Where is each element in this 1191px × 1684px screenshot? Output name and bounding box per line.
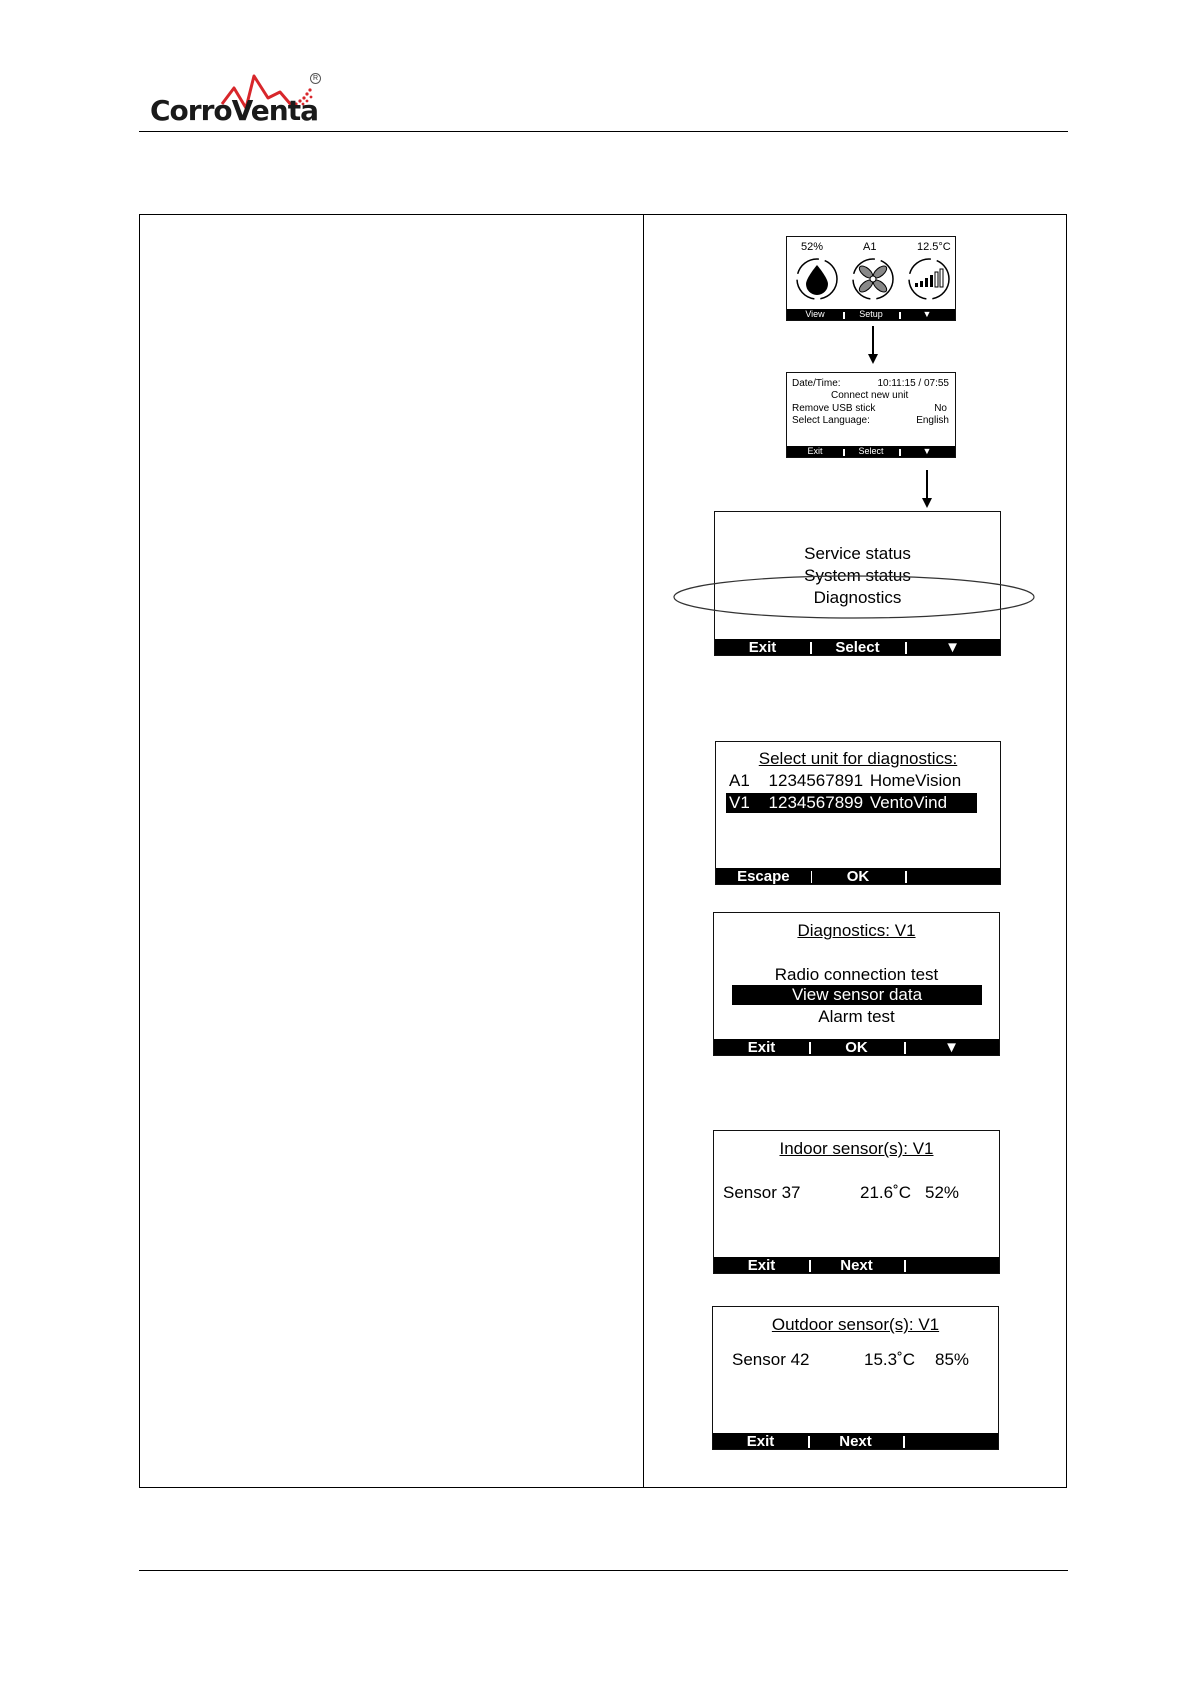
softkey-next[interactable]: Next <box>808 1433 903 1449</box>
date-time-value: 10:11:15 / 07:55 <box>877 378 949 389</box>
corroventa-logo <box>150 68 330 134</box>
sensor-temperature: 21.6˚C <box>860 1183 912 1202</box>
temperature-readout: 12.5°C <box>917 241 951 253</box>
softkey-select[interactable]: Select <box>843 446 899 457</box>
footer-rule <box>139 1570 1068 1571</box>
fan-icon <box>849 257 897 301</box>
unit-serial: 1234567891 <box>768 771 864 790</box>
diagnostics-highlight-ellipse <box>672 574 1036 620</box>
unit-readout: A1 <box>863 241 877 253</box>
softkey-down[interactable]: ▼ <box>899 309 955 320</box>
menu-item-radio-connection-test[interactable]: Radio connection test <box>774 965 939 984</box>
softkey-ok[interactable]: OK <box>809 1039 904 1055</box>
outdoor-softkey-bar <box>713 1433 998 1449</box>
setup-softkey-bar <box>787 446 955 457</box>
lcd-home-screen <box>786 236 956 321</box>
service-softkey-bar <box>715 639 1000 655</box>
menu-item-alarm-test[interactable]: Alarm test <box>818 1007 895 1026</box>
language-label: Select Language: <box>792 415 870 426</box>
unit-id: V1 <box>729 793 750 812</box>
softkey-down[interactable]: ▼ <box>899 446 955 457</box>
language-value: English <box>916 415 949 426</box>
softkey-setup[interactable]: Setup <box>843 309 899 320</box>
signal-strength-icon <box>905 257 953 301</box>
sensor-name: Sensor 37 <box>723 1183 801 1202</box>
menu-item-system-status[interactable]: System status <box>804 566 911 585</box>
softkey-empty[interactable] <box>905 868 1000 884</box>
sensor-name: Sensor 42 <box>732 1350 810 1369</box>
lcd-diagnostics-screen <box>713 912 1000 1056</box>
diagnostics-softkey-bar <box>714 1039 999 1055</box>
home-softkey-bar <box>787 309 955 320</box>
softkey-exit[interactable]: Exit <box>747 1039 776 1056</box>
softkey-exit[interactable]: Exit <box>807 446 823 456</box>
sensor-humidity: 85% <box>935 1350 970 1369</box>
softkey-down[interactable]: ▼ <box>904 1039 999 1055</box>
softkey-exit[interactable]: Exit <box>747 1257 776 1274</box>
unit-name: VentoVind <box>869 793 948 812</box>
lcd-indoor-sensor-screen <box>713 1130 1000 1274</box>
softkey-select[interactable]: Select <box>810 639 905 655</box>
arrow-down-icon <box>921 470 933 508</box>
select-unit-title: Select unit for diagnostics: <box>758 749 958 768</box>
softkey-next[interactable]: Next <box>809 1257 904 1273</box>
unit-name: HomeVision <box>869 771 962 790</box>
lcd-select-unit-screen <box>715 741 1001 885</box>
lcd-outdoor-sensor-screen <box>712 1306 999 1450</box>
connect-new-unit[interactable]: Connect new unit <box>831 390 909 401</box>
sensor-temperature: 15.3˚C <box>864 1350 916 1369</box>
humidity-readout: 52% <box>801 241 824 253</box>
unit-serial: 1234567899 <box>768 793 864 812</box>
menu-item-view-sensor-data-selected[interactable]: View sensor data <box>732 985 982 1005</box>
outdoor-sensor-title: Outdoor sensor(s): V1 <box>771 1315 940 1334</box>
menu-item-service-status[interactable]: Service status <box>804 544 911 563</box>
unit-row-a1[interactable] <box>729 771 983 791</box>
softkey-empty[interactable] <box>904 1257 999 1273</box>
softkey-down[interactable]: ▼ <box>905 639 1000 655</box>
lcd-setup-screen <box>786 372 956 458</box>
date-time-label: Date/Time: <box>792 378 841 389</box>
softkey-ok[interactable]: OK <box>811 868 906 884</box>
logo-wordmark: CorroVenta <box>150 94 318 127</box>
diagnostics-title: Diagnostics: V1 <box>797 921 916 940</box>
unit-id: A1 <box>729 771 750 790</box>
arrow-down-icon <box>867 326 879 364</box>
menu-item-diagnostics[interactable]: Diagnostics <box>813 588 902 607</box>
softkey-escape[interactable]: Escape <box>737 868 790 885</box>
water-drop-icon <box>793 257 841 301</box>
softkey-exit[interactable]: Exit <box>746 1433 775 1450</box>
registered-mark: R <box>310 73 321 84</box>
sensor-humidity: 52% <box>925 1183 960 1202</box>
remove-usb-label: Remove USB stick <box>792 403 876 414</box>
indoor-softkey-bar <box>714 1257 999 1273</box>
softkey-view[interactable]: View <box>805 309 825 319</box>
select-unit-softkey-bar <box>716 868 1000 884</box>
softkey-empty[interactable] <box>903 1433 998 1449</box>
header-rule <box>139 131 1068 132</box>
unit-row-v1-selected[interactable] <box>726 793 977 813</box>
remove-usb-value: No <box>934 403 947 414</box>
table-column-divider <box>643 214 644 1488</box>
indoor-sensor-title: Indoor sensor(s): V1 <box>779 1139 934 1158</box>
softkey-exit[interactable]: Exit <box>748 639 777 656</box>
